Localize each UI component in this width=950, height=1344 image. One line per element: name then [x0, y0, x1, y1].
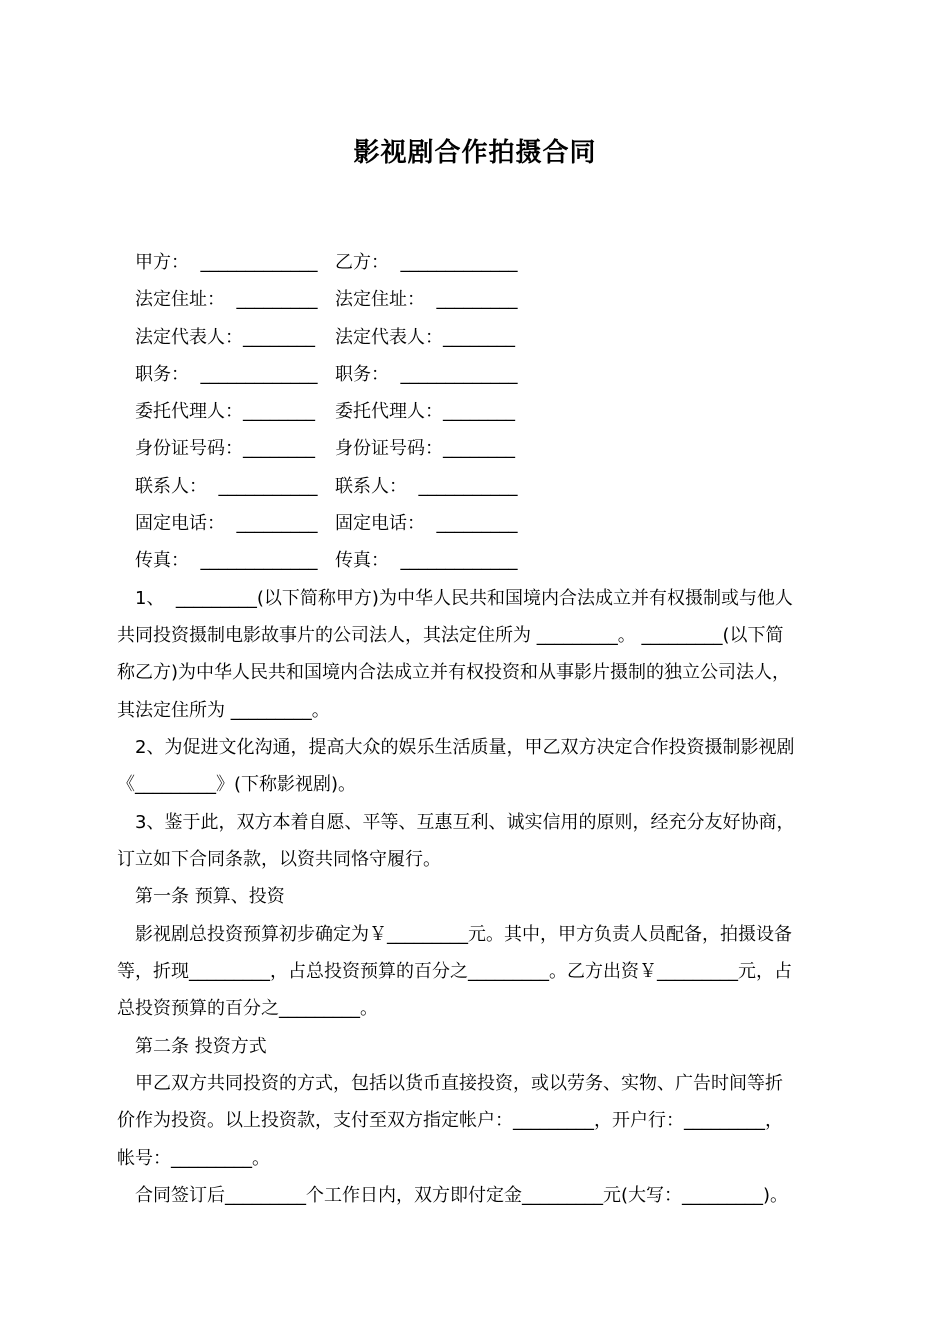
- clause-1-line-2: 共同投资摄制电影故事片的公司法人，其法定住所为 _________。 _________(以下简: [117, 625, 784, 646]
- party-a-phone: 固定电话： _________: [135, 513, 318, 534]
- party-b-agent: 委托代理人：________: [335, 401, 515, 422]
- party-b-position: 职务： _____________: [335, 364, 518, 385]
- party-a-agent: 委托代理人：________: [135, 401, 315, 422]
- party-a-fax: 传真： _____________: [135, 550, 318, 571]
- party-row-agent: [135, 400, 555, 424]
- party-row-contact: [135, 475, 555, 499]
- party-row-representative: [135, 326, 555, 350]
- clause-1-line-4: 其法定住所为 _________。: [117, 700, 330, 721]
- party-a-field: 甲方： _____________: [135, 252, 318, 273]
- article-2-line-4: 合同签订后_________个工作日内，双方即付定金_________元(大写：_________)。: [135, 1185, 789, 1206]
- party-b-field: 乙方： _____________: [335, 252, 518, 273]
- party-a-representative: 法定代表人：________: [135, 327, 315, 348]
- party-row-fax: [135, 549, 555, 573]
- clause-2-line-2: 《_________》(下称影视剧)。: [117, 774, 357, 795]
- document-title: 影视剧合作拍摄合同: [353, 138, 597, 168]
- article-2-heading: 第二条 投资方式: [135, 1036, 267, 1057]
- party-row-address: [135, 288, 555, 312]
- party-b-representative: 法定代表人：________: [335, 327, 515, 348]
- clause-2-line-1: 2、为促进文化沟通，提高大众的娱乐生活质量，甲乙双方决定合作投资摄制影视剧: [135, 737, 795, 758]
- party-row-party: [135, 251, 555, 275]
- clause-3-line-2: 订立如下合同条款，以资共同恪守履行。: [117, 849, 441, 870]
- article-1-heading: 第一条 预算、投资: [135, 886, 285, 907]
- article-2-line-1: 甲乙双方共同投资的方式，包括以货币直接投资，或以劳务、实物、广告时间等折: [135, 1073, 783, 1094]
- party-b-id-number: 身份证号码：________: [335, 438, 515, 459]
- article-2-line-3: 帐号：_________。: [117, 1148, 270, 1169]
- party-a-id-number: 身份证号码：________: [135, 438, 315, 459]
- party-a-address: 法定住址： _________: [135, 289, 318, 310]
- article-1-line-2: 等，折现_________，占总投资预算的百分之_________。乙方出资￥_________元，占: [117, 961, 792, 982]
- party-row-phone: [135, 512, 555, 536]
- party-a-position: 职务： _____________: [135, 364, 318, 385]
- party-b-fax: 传真： _____________: [335, 550, 518, 571]
- clause-1-line-1: 1、 _________(以下简称甲方)为中华人民共和国境内合法成立并有权摄制或与他人: [135, 588, 793, 609]
- party-b-contact: 联系人： ___________: [335, 476, 518, 497]
- party-b-phone: 固定电话： _________: [335, 513, 518, 534]
- article-1-line-1: 影视剧总投资预算初步确定为￥_________元。其中，甲方负责人员配备，拍摄设备: [135, 924, 792, 945]
- party-b-address: 法定住址： _________: [335, 289, 518, 310]
- article-2-line-2: 价作为投资。以上投资款，支付至双方指定帐户：_________，开户行：_________，: [117, 1110, 783, 1131]
- clause-3-line-1: 3、鉴于此，双方本着自愿、平等、互惠互利、诚实信用的原则，经充分友好协商，: [135, 812, 795, 833]
- article-1-line-3: 总投资预算的百分之_________。: [117, 998, 378, 1019]
- party-a-contact: 联系人： ___________: [135, 476, 318, 497]
- party-row-id-number: [135, 437, 555, 461]
- clause-1-line-3: 称乙方)为中华人民共和国境内合法成立并有权投资和从事影片摄制的独立公司法人，: [117, 662, 791, 683]
- party-row-position: [135, 363, 555, 387]
